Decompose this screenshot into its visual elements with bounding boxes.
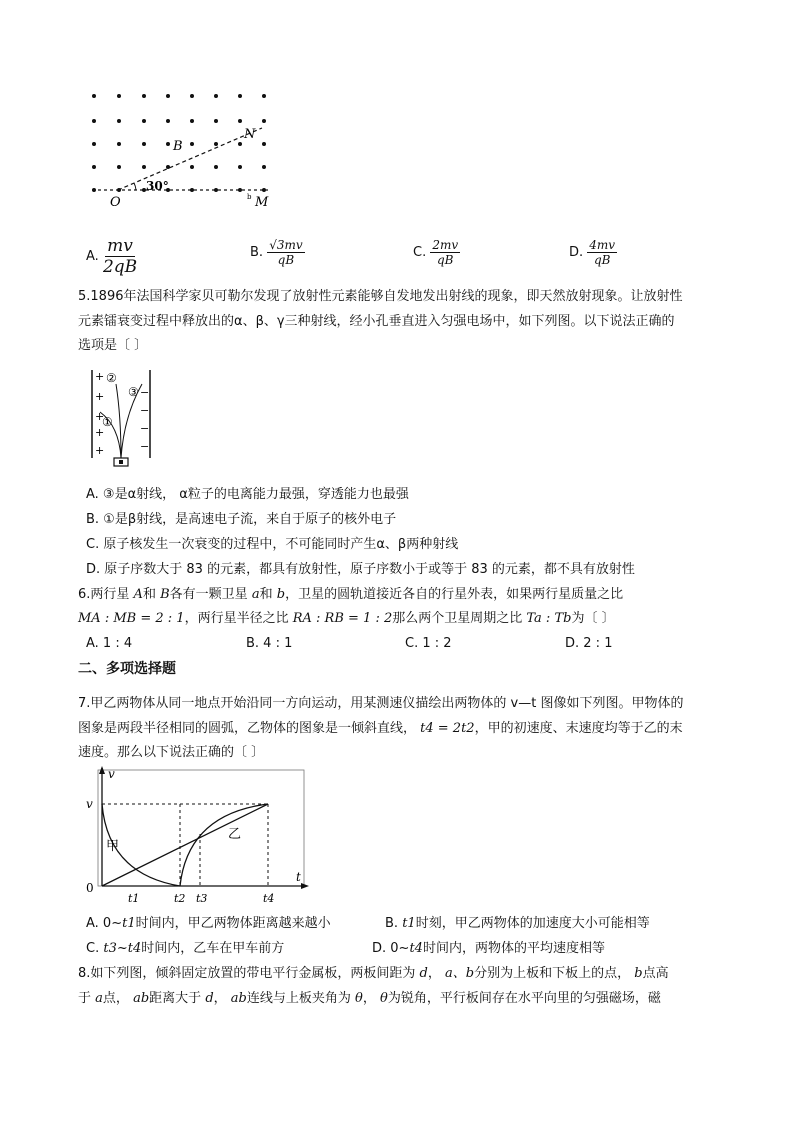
ray-2-label: ② [106, 371, 117, 385]
q4-option-a: A. $\frac{mv}{2qB}$ [86, 236, 138, 277]
v-tick-label: v [86, 797, 93, 811]
t-axis-arrow [301, 883, 309, 889]
t1-label: t1 [128, 892, 140, 905]
origin-label: 0 [86, 881, 94, 895]
q5-option-a: A. ③是α射线， α粒子的电离能力最强，穿透能力也最强 [86, 487, 409, 502]
field-dot [117, 94, 121, 98]
field-dot [166, 119, 170, 123]
field-dot [92, 94, 96, 98]
field-dot [238, 119, 242, 123]
label-b: b [247, 193, 252, 201]
ray-3-label: ③ [128, 385, 139, 399]
field-dot [142, 142, 146, 146]
curve-jia-arc-2 [180, 804, 268, 886]
angle-arc [134, 183, 136, 190]
field-dot [238, 165, 242, 169]
q7-line-3: 速度。那么以下说法正确的〔 〕 [78, 745, 265, 760]
q6-line-1: 6.两行星 A和 B各有一颗卫星 a和 b，卫星的圆轨道接近各自的行星外表，如果两行星质量之比 [78, 587, 624, 602]
plus-sign: + [95, 370, 105, 383]
label-yi: 乙 [228, 827, 242, 842]
line-ON [118, 128, 262, 190]
q7-option-a: A. 0~t1时间内，甲乙两物体距离越来越小 [86, 916, 331, 931]
field-dot [117, 142, 121, 146]
field-dot [117, 119, 121, 123]
plus-sign: + [95, 410, 105, 423]
field-dot [262, 142, 266, 146]
plus-sign: + [95, 444, 105, 457]
field-dot [92, 165, 96, 169]
q6-option-b: B. 4 : 1 [246, 636, 293, 651]
ray-1-label: ① [102, 415, 113, 429]
graph-frame [98, 770, 304, 886]
q8-line-1: 8.如下列图，倾斜固定放置的带电平行金属板，两板间距为 d， a、b分别为上板和下板上的点， b点高 [78, 966, 669, 981]
field-dot [142, 165, 146, 169]
radiation-field-figure [86, 366, 156, 474]
q4-option-b: B. $\frac{√3mv}{qB}$ [250, 238, 303, 267]
field-dot [92, 119, 96, 123]
field-dot [190, 119, 194, 123]
minus-sign: − [140, 422, 150, 435]
field-dot [190, 94, 194, 98]
q7-option-c: C. t3~t4时间内，乙车在甲车前方 [86, 941, 285, 956]
label-M: M [255, 195, 269, 210]
field-dot [262, 119, 266, 123]
curve-yi [102, 804, 268, 886]
field-dot [117, 165, 121, 169]
minus-sign: − [140, 386, 150, 399]
field-dot [262, 94, 266, 98]
q5-line-3: 选项是〔 〕 [78, 338, 148, 353]
label-O: O [110, 195, 121, 210]
q6-option-d: D. 2 : 1 [565, 636, 613, 651]
ray-2-path [116, 384, 121, 458]
field-dot [238, 94, 242, 98]
minus-sign: − [140, 404, 150, 417]
field-dot [166, 142, 170, 146]
q5-line-2: 元素镭衰变过程中释放出的α、β、γ三种射线，经小孔垂直进入匀强电场中，如下列图。以下说法正确的 [78, 314, 675, 329]
minus-sign: − [140, 440, 150, 453]
q6-option-c: C. 1 : 2 [405, 636, 452, 651]
q5-option-c: C. 原子核发生一次衰变的过程中，不可能同时产生α、β两种射线 [86, 537, 459, 552]
label-N: N [244, 127, 256, 142]
plus-sign: + [95, 426, 105, 439]
v-axis-label: v [108, 767, 115, 781]
field-dot [238, 142, 242, 146]
source-dot [119, 460, 123, 464]
field-dot [92, 142, 96, 146]
field-dot [214, 94, 218, 98]
q7-option-b: B. t1时刻，甲乙两物体的加速度大小可能相等 [385, 916, 650, 931]
field-dot [142, 94, 146, 98]
angle-label: 30° [146, 179, 169, 193]
t-axis-label: t [296, 870, 301, 884]
label-B: B [173, 139, 183, 154]
q7-option-d: D. 0~t4时间内，两物体的平均速度相等 [372, 941, 605, 956]
magnetic-field-figure [84, 86, 280, 210]
q8-line-2: 于 a点， ab距离大于 d， ab连线与上板夹角为 θ， θ为锐角，平行板间存在水平向里的匀强磁场，磁 [78, 991, 661, 1006]
q7-line-2: 图象是两段半径相同的圆弧，乙物体的图象是一倾斜直线， t4 = 2t2，甲的初速度、末速度均等于乙的末 [78, 721, 683, 736]
field-dot [214, 165, 218, 169]
q4-option-c: C. $\frac{2mv}{qB}$ [413, 238, 459, 267]
label-jia: 甲 [106, 839, 120, 854]
t4-label: t4 [263, 892, 275, 905]
q5-option-b: B. ①是β射线，是高速电子流，来自于原子的核外电子 [86, 512, 397, 527]
q6-option-a: A. 1 : 4 [86, 636, 133, 651]
t2-label: t2 [174, 892, 186, 905]
field-dot [214, 119, 218, 123]
q5-line-1: 5.1896年法国科学家贝可勒尔发现了放射性元素能够自发地发出射线的现象，即天然放射现象。让放射性 [78, 289, 683, 304]
q7-line-1: 7.甲乙两物体从同一地点开始沿同一方向运动，用某测速仪描绘出两物体的 v—t 图像如下列图。甲物体的 [78, 696, 684, 711]
field-dot [190, 142, 194, 146]
plus-sign: + [95, 390, 105, 403]
field-dot [214, 142, 218, 146]
field-dot [142, 119, 146, 123]
q4-option-d: D. $\frac{4mv}{qB}$ [569, 238, 616, 267]
field-dot [262, 165, 266, 169]
field-dot [166, 165, 170, 169]
field-dot [190, 165, 194, 169]
field-dot [166, 94, 170, 98]
q6-line-2: MA : MB = 2 : 1，两行星半径之比 RA : RB = 1 : 2那么两个卫星周期之比 Ta : Tb为〔 〕 [78, 611, 615, 626]
section-title-multiple-choice: 二、多项选择题 [78, 661, 176, 677]
velocity-time-graph [78, 764, 310, 912]
t3-label: t3 [196, 892, 208, 905]
q5-option-d: D. 原子序数大于 83 的元素，都具有放射性，原子序数小于或等于 83 的元素，都不具有放射性 [86, 562, 635, 577]
